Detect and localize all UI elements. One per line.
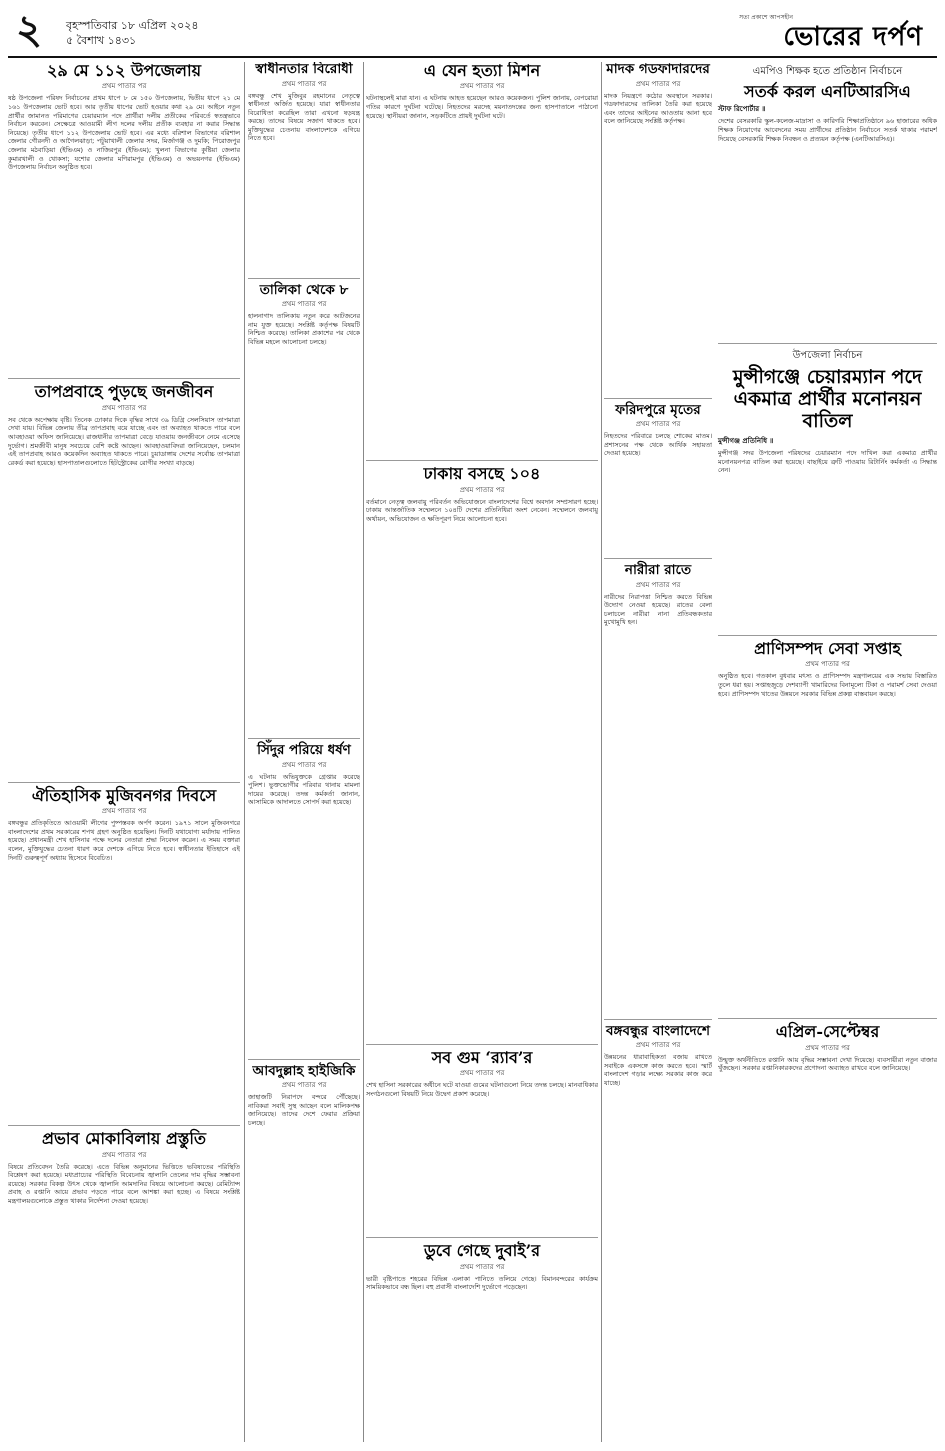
story-headline: প্রভাব মোকাবিলায় প্রস্তুতি (42, 1129, 206, 1149)
column-rule (244, 62, 245, 1442)
story-headline: ঢাকায় বসছে ১০৪ (423, 464, 541, 484)
story-body: অনুষ্ঠিত হবে। গতকাল বুধবার মৎস্য ও প্রাণিসম্পদ মন্ত্রণালয়ের এক সভায় বিস্তারিত তুলে ধরা হয়। সপ্তাহজুড়ে দেশব্যাপী খামারিদের বিনামূল্যে টিকা ও পরামর্শ সেবা দেওয়া হবে। প্রাণিসম্পদ খাতের উন্নয়নে সরকার বিভিন্ন প্রকল্প বাস্তবায়ন করছে। (718, 672, 937, 698)
column-rule (363, 62, 364, 1442)
story-headline: সিঁদুর পরিয়ে ধর্ষণ (257, 742, 351, 759)
story-headline: তালিকা থেকে ৮ (259, 281, 349, 298)
logo-tagline: সত্য প্রকাশে আপসহীন (739, 14, 793, 21)
story-headline: প্রাণিসম্পদ সেবা সপ্তাহ (754, 638, 901, 658)
date-bengali: ৫ বৈশাখ ১৪৩১ (66, 34, 137, 47)
column-2 (248, 62, 360, 1442)
story-body: বিষয়ে প্রতিবেদন তৈরি করেছে। এতে বিভিন্ন অনুমানের ভিত্তিতে ভবিষ্যতের পরিস্থিতি বিশ্লেষণ করা হয়েছে। মধ্যপ্রাচ্যের পরিস্থিতি বিবেচনায় জ্বালানি তেলের দাম বৃদ্ধির সম্ভাবনা রয়েছে। সরকার বিকল্প উৎস থেকে জ্বালানি আমদানির বিষয়ে আলোচনা করছে। রেমিট্যান্স প্রবাহ ও রপ্তানি আয়ে প্রভাব পড়তে পারে বলে আশঙ্কা করা হচ্ছে। এ বিষয়ে সংশ্লিষ্ট মন্ত্রণালয়গুলোকে প্রস্তুত থাকার নির্দেশনা দেওয়া হয়েছে। (8, 1162, 240, 1205)
continued-label: প্রথম পাতার পর (101, 403, 147, 412)
divider (604, 558, 712, 559)
continued-label: প্রথম পাতার পর (281, 300, 327, 309)
story-independence-opponents (248, 62, 360, 272)
story-kicker: উপজেলা নির্বাচন (792, 350, 863, 362)
story-body: মাদক নিয়ন্ত্রণে কঠোর অবস্থানে সরকার। গডফাদারদের তালিকা তৈরি করা হয়েছে এবং তাদের আইনের আওতায় আনা হবে বলে জানিয়েছে সংশ্লিষ্ট কর্তৃপক্ষ। (604, 91, 712, 126)
divider (8, 378, 240, 379)
story-body: বঙ্গবন্ধু শেখ মুজিবুর রহমানের নেতৃত্বে স্বাধীনতা অর্জিত হয়েছে। যারা স্বাধীনতার বিরোধিতা করেছিল তারা এখনো ষড়যন্ত্র করছে। তাদের বিষয়ে সজাগ থাকতে হবে। মুক্তিযুদ্ধের চেতনায় বাংলাদেশকে এগিয়ে নিতে হবে। (248, 91, 360, 143)
story-mujibnagar-day (8, 787, 240, 1119)
continued-label: প্রথম পাতার পর (459, 1069, 505, 1078)
story-body: ভারী বৃষ্টিপাতে শহরের বিভিন্ন এলাকা পানিতে তলিয়ে গেছে। বিমানবন্দরের কার্যক্রম সাময়িকভাবে বন্ধ ছিল। বহু প্রবাসী বাংলাদেশি দুর্ভোগে পড়েছেন। (366, 1274, 598, 1292)
continued-label: প্রথম পাতার পর (635, 79, 681, 88)
story-rab-disappearance (366, 1049, 598, 1231)
continued-label: প্রথম পাতার পর (281, 760, 327, 769)
story-headline: সতর্ক করল এনটিআরসিএ (744, 82, 911, 101)
continued-label: প্রথম পাতার পর (459, 485, 505, 494)
continued-label: প্রথম পাতার পর (805, 660, 850, 669)
story-livestock-week (718, 640, 937, 1012)
divider (718, 1018, 937, 1019)
divider (718, 343, 937, 344)
story-dubai-flood (366, 1242, 598, 1424)
continued-label: প্রথম পাতার পর (281, 79, 327, 88)
continued-label: প্রথম পাতার পর (635, 1041, 681, 1050)
story-body: উন্মুক্ত অর্থনীতিতে রপ্তানি আয় বৃদ্ধির সম্ভাবনা দেখা দিয়েছে। ব্যবসায়ীরা নতুন বাজার খুঁজছেন। সরকার রপ্তানিকারকদের প্রণোদনা অব্যাহত রাখবে বলে জানিয়েছে। (718, 1055, 937, 1073)
story-women-night (604, 563, 712, 1013)
divider (366, 460, 598, 461)
story-headline: ডুবে গেছে দুবাই’র (424, 1241, 540, 1261)
story-list-eight (248, 283, 360, 733)
story-ntrca-warning (718, 64, 937, 337)
story-headline: এ যেন হত্যা মিশন (423, 62, 541, 80)
continued-label: প্রথম পাতার পর (101, 1150, 147, 1159)
continued-label: প্রথম পাতার পর (635, 580, 681, 589)
divider (604, 1019, 712, 1020)
column-rule (601, 62, 602, 1442)
story-headline: সব গুম ‘র‍্যাব’র (431, 1047, 533, 1067)
story-body: নারীদের নিরাপত্তা নিশ্চিত করতে বিভিন্ন উদ্যোগ নেওয়া হয়েছে। রাতের বেলা চলাচলে নারীরা নানা প্রতিবন্ধকতার মুখোমুখি হন। (604, 592, 712, 627)
story-headline: তাপপ্রবাহে পুড়ছে জনজীবন (34, 382, 214, 402)
story-headline: ফরিদপুরে মৃতের (615, 401, 701, 418)
story-body: এ ঘটনায় অভিযুক্তকে গ্রেপ্তার করেছে পুলিশ। ভুক্তভোগীর পরিবার থানায় মামলা দায়ের করেছে। তদন্ত কর্মকর্তা জানান, আসামিকে আদালতে সোপর্দ করা হয়েছে। (248, 772, 360, 807)
story-body: উন্নয়নের ধারাবাহিকতা বজায় রাখতে সবাইকে একসঙ্গে কাজ করতে হবে। স্মার্ট বাংলাদেশ গড়ার লক্ষ্যে সরকার কাজ করে যাচ্ছে। (604, 1053, 712, 1087)
story-headline: ঐতিহাসিক মুজিবনগর দিবসে (31, 785, 217, 805)
story-body: ঘটনাস্থলেই মারা যান। এ ঘটনায় আহত হয়েছেন আরও কয়েকজন। পুলিশ জানায়, বেপরোয়া গতির কারণে দুর্ঘটনা ঘটেছে। নিহতদের মরদেহ ময়নাতদন্তের জন্য হাসপাতালে পাঠানো হয়েছে। স্থানীয়রা জানান, সড়কটিতে প্রায়ই দুর্ঘটনা ঘটে। (366, 94, 598, 120)
story-impact-preparation (8, 1130, 240, 1442)
story-faridpur-deaths (604, 403, 712, 553)
continued-label: প্রথম পাতার পর (101, 82, 147, 91)
continued-label: প্রথম পাতার পর (101, 807, 147, 816)
dateline (66, 18, 199, 48)
divider (604, 398, 712, 399)
logo-name: ভোরের দর্পণ (783, 22, 923, 52)
divider (248, 738, 360, 739)
divider (248, 1059, 360, 1060)
story-headline: স্বাধীনতার বিরোধী (255, 62, 353, 77)
story-body: শেখ হাসিনা সরকারের অধীনে ঘটে যাওয়া গুমের ঘটনাগুলো নিয়ে তদন্ত চলছে। মানবাধিকার সংগঠনগুলো বিষয়টি নিয়ে উদ্বেগ প্রকাশ করেছে। (366, 1081, 598, 1098)
story-heatwave (8, 383, 240, 775)
story-kicker: এমপিও শিক্ষক হতে প্রতিষ্ঠান নির্বাচনে (752, 66, 903, 77)
story-body: দেশের বেসরকারি স্কুল-কলেজ-মাদ্রাসা ও কারিগরি শিক্ষাপ্রতিষ্ঠানে ৯৬ হাজারের অধিক শিক্ষক নিয়োগের আবেদনের সময় প্রার্থীদের প্রতিষ্ঠান নির্বাচনে সতর্ক থাকার পরামর্শ দিয়েছে বেসরকারি শিক্ষক নিবন্ধন ও প্রত্যয়ন কর্তৃপক্ষ (এনটিআরসিএ)। (718, 117, 937, 143)
story-headline: এপ্রিল-সেপ্টেম্বর (775, 1022, 880, 1042)
divider (366, 1237, 598, 1238)
story-dhaka-104 (366, 465, 598, 1037)
story-body: সব থেকে অপেক্ষায় বৃষ্টি। তিনেক ঢোকার দিকে বৃদ্ধির সাথে ৩৯ ডিগ্রি সেলসিয়াস তাপমাত্রা দেখা যায়। বিভিন্ন জেলায় তীব্র তাপপ্রবাহ বয়ে যাচ্ছে এবং তা অব্যাহত থাকতে পারে বলে আবহাওয়া অফিস জানিয়েছে। রাজধানীর তাপমাত্রা বেড়ে যাওয়ায় জনজীবনে নেমে এসেছে দুর্ভোগ। শ্রমজীবী মানুষ সবচেয়ে বেশি কষ্টে আছেন। আবহাওয়াবিদরা জানিয়েছেন, চলমান এই তাপপ্রবাহ আরও কয়েকদিন অব্যাহত থাকতে পারে। চুয়াডাঙ্গায় দেশের সর্বোচ্চ তাপমাত্রা রেকর্ড করা হয়েছে। হাসপাতালগুলোতে হিটস্ট্রোকের রোগীর সংখ্যা বাড়ছে। (8, 415, 240, 467)
page-masthead (8, 6, 937, 58)
story-munshiganj-nomination (718, 348, 937, 629)
story-drug-godfathers (604, 62, 712, 392)
story-body: বর্তমানে নেতৃত্ব জলবায়ু পরিবর্তন অভিযোজনে বাংলাদেশের বিশ্বে অবদান সম্প্রসারণ হচ্ছে। ঢাকায় আন্তর্জাতিক সম্মেলনে ১০৪টি দেশের প্রতিনিধিরা অংশ নেবেন। সম্মেলনে জলবায়ু অর্থায়ন, অভিযোজন ও ক্ষতিপূরণ নিয়ে আলোচনা হবে। (366, 497, 598, 523)
column-1 (8, 62, 240, 1442)
divider (366, 1044, 598, 1045)
story-headline: ২৯ মে ১১২ উপজেলায় (46, 62, 202, 80)
story-headline: মুন্সীগঞ্জে চেয়ারম্যান পদে একমাত্র প্রার্থীর মনোনয়ন বাতিল (732, 366, 923, 433)
story-bangabandhu-bangladesh (604, 1024, 712, 1434)
story-byline: মুন্সীগঞ্জ প্রতিনিধি ॥ (718, 436, 774, 445)
story-upazila-election (8, 62, 240, 372)
divider (718, 635, 937, 636)
story-april-september (718, 1023, 937, 1442)
continued-label: প্রথম পাতার পর (635, 420, 681, 429)
story-body: জাহাজটি নিরাপদে বন্দরে পৌঁছেছে। নাবিকরা সবাই সুস্থ আছেন বলে মালিকপক্ষ জানিয়েছে। তাদের দেশে ফেরার প্রক্রিয়া চলছে। (248, 1093, 360, 1127)
column-4 (604, 62, 937, 1442)
divider (8, 1125, 240, 1126)
story-body: ষষ্ঠ উপজেলা পরিষদ নির্বাচনের প্রথম ধাপে ৮ মে ১৫০ উপজেলায়, দ্বিতীয় ধাপে ২১ মে ১৬১ উপজেলায় ভোট হবে। আর তৃতীয় ধাপের ভোট হওয়ার কথা ২৯ মে। আইনে নতুন প্রার্থীর জামানত পরিমাণের চেয়ারম্যান পদে প্রার্থীরা দলীয় প্রতীকের পরিবর্তে স্বতন্ত্রভাবে নির্বাচন করবেন। সেক্ষেত্রে আওয়ামী লীগ দলের দলীয় প্রতীক ব্যবহার না করার সিদ্ধান্ত নিয়েছে। তৃতীয় ধাপে ১১২ উপজেলায় ভোট হবে। এর মধ্যে বরিশাল বিভাগের বরিশাল জেলার গৌরনদী ও আগৈলঝাড়া; পটুয়াখালী জেলার সদর, মির্জাগঞ্জ ও দুমকি; পিরোজপুর জেলার মঠবাড়িয়া (ইভিএম) ও নাজিরপুর (ইভিএম); খুলনা বিভাগের কুষ্টিয়া জেলার কুমারখালী ও খোকসা; যশোর জেলার মণিরামপুর (ইভিএম) ও অভয়নগর (ইভিএম) উপজেলায় নির্বাচন অনুষ্ঠিত হবে। (8, 94, 240, 172)
story-headline: মাদক গডফাদারদের (606, 62, 710, 77)
date-gregorian: বৃহস্পতিবার ১৮ এপ্রিল ২০২৪ (66, 19, 199, 32)
story-headline: বঙ্গবন্ধুর বাংলাদেশে (606, 1022, 710, 1039)
continued-label: প্রথম পাতার পর (281, 1081, 327, 1090)
column-3 (366, 62, 598, 1442)
story-byline: স্টাফ রিপোর্টার ॥ (718, 105, 766, 114)
story-abdullah-hijack (248, 1064, 360, 1394)
divider (8, 782, 240, 783)
story-sindoor-crime (248, 743, 360, 1053)
divider (248, 278, 360, 279)
story-killing-mission (366, 62, 598, 454)
newspaper-logo (723, 10, 923, 54)
continued-label: প্রথম পাতার পর (459, 82, 505, 91)
story-body: বঙ্গবন্ধুর প্রতিকৃতিতে আওয়ামী লীগের পুষ্পস্তবক অর্পণ করেন। ১৯৭১ সালে মুজিবনগরে বাংলাদেশের প্রথম সরকারের শপথ গ্রহণ অনুষ্ঠিত হয়েছিল। দিনটি যথাযোগ্য মর্যাদায় পালিত হয়েছে। প্রধানমন্ত্রী শেখ হাসিনার পক্ষে দলের নেতারা শ্রদ্ধা নিবেদন করেন। এ সময় বক্তারা বলেন, মুক্তিযুদ্ধের চেতনা ধারণ করে দেশকে এগিয়ে নিতে হবে। স্বাধীনতার ইতিহাসে এই দিনটি গুরুত্বপূর্ণ অধ্যায় হিসেবে বিবেচিত। (8, 819, 240, 862)
continued-label: প্রথম পাতার পর (459, 1262, 505, 1271)
story-body: নিহতদের পরিবারে চলছে শোকের মাতম। প্রশাসনের পক্ষ থেকে আর্থিক সহায়তা দেওয়া হয়েছে। (604, 432, 712, 458)
story-headline: নারীরা রাতে (624, 562, 692, 579)
page-number: ২ (16, 6, 43, 53)
story-body: মুন্সীগঞ্জ সদর উপজেলা পরিষদের চেয়ারম্যান পদে দাখিল করা একমাত্র প্রার্থীর মনোনয়নপত্র বাতিল করা হয়েছে। বাছাইয়ে ত্রুটি পাওয়ায় রিটার্নিং কর্মকর্তা এ সিদ্ধান্ত নেন। (718, 448, 937, 475)
story-body: হালনাগাদ তালিকায় নতুন করে আটজনের নাম যুক্ত হয়েছে। সংশ্লিষ্ট কর্তৃপক্ষ বিষয়টি নিশ্চিত করেছে। তালিকা প্রকাশের পর থেকে বিভিন্ন মহলে আলোচনা চলছে। (248, 312, 360, 346)
story-headline: আবদুল্লাহ হাইজিকি (252, 1062, 356, 1079)
continued-label: প্রথম পাতার পর (805, 1043, 850, 1052)
